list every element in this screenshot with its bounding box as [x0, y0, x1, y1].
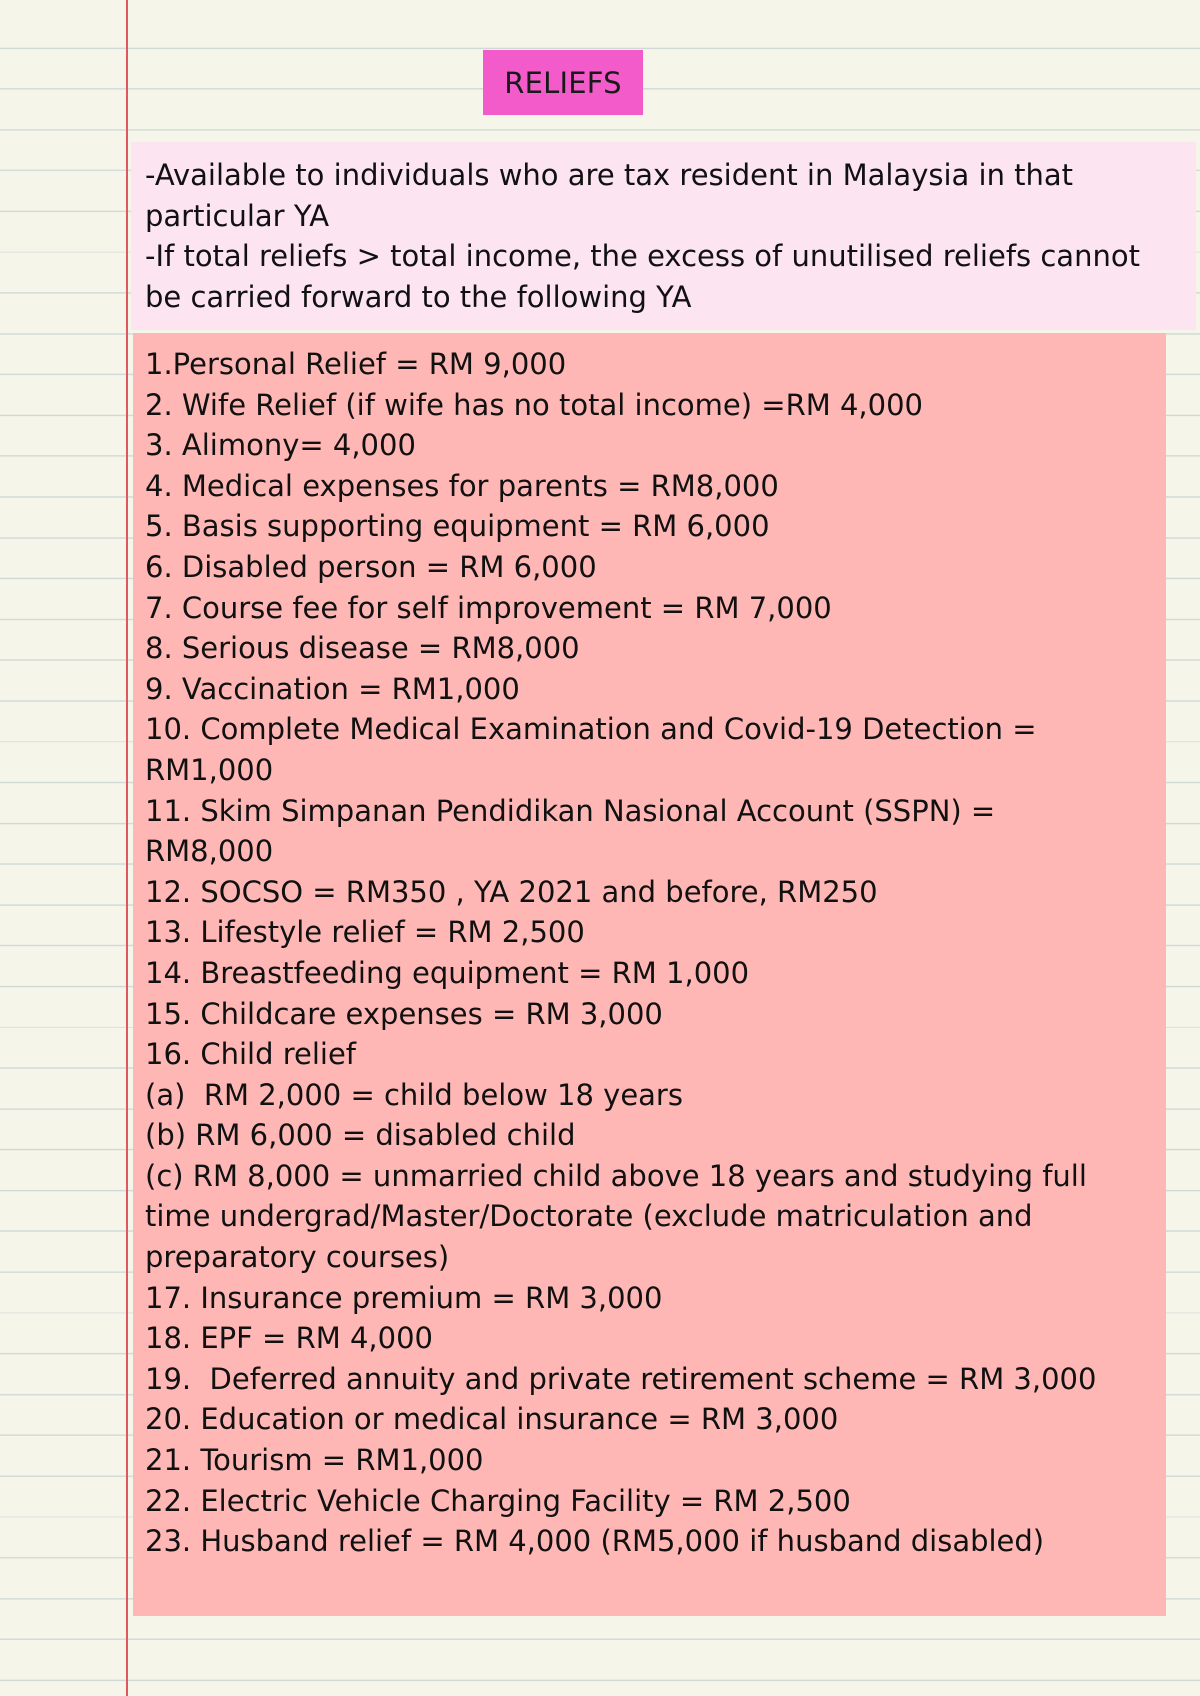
relief-item-supporting-equipment: 5. Basis supporting equipment = RM 6,000 — [145, 509, 770, 544]
relief-item-insurance: 17. Insurance premium = RM 3,000 — [145, 1280, 663, 1315]
relief-item-tourism: 21. Tourism = RM1,000 — [145, 1443, 484, 1478]
relief-item-deferred-annuity: 19. Deferred annuity and private retirement scheme = RM 3,000 — [145, 1361, 1097, 1396]
reliefs-list — [133, 333, 1166, 1616]
child-relief-sub-a: (a) RM 2,000 = child below 18 years — [145, 1077, 683, 1112]
intro-line: be carried forward to the following YA — [145, 279, 692, 314]
relief-item-serious-disease: 8. Serious disease = RM8,000 — [145, 631, 580, 666]
relief-item-medical-exam: 10. Complete Medical Examination and Covid-19 Detection = — [145, 712, 1037, 747]
relief-item-alimony: 3. Alimony= 4,000 — [145, 428, 416, 463]
relief-item-breastfeeding: 14. Breastfeeding equipment = RM 1,000 — [145, 955, 750, 990]
relief-item-sspn: 11. Skim Simpanan Pendidikan Nasional Account (SSPN) = — [145, 793, 996, 828]
relief-item-course-fee: 7. Course fee for self improvement = RM 7,000 — [145, 590, 832, 625]
intro-note — [131, 142, 1196, 330]
relief-item-personal: 1.Personal Relief = RM 9,000 — [145, 347, 567, 381]
relief-item-medical-exam-amount: RM1,000 — [145, 752, 274, 787]
page-title-text: RELIEFS — [504, 65, 622, 100]
child-relief-sub-c-cont: time undergrad/Master/Doctorate (exclude matriculation and — [145, 1199, 1033, 1234]
intro-line: particular YA — [145, 198, 330, 233]
relief-item-vaccination: 9. Vaccination = RM1,000 — [145, 671, 520, 706]
relief-item-education-insurance: 20. Education or medical insurance = RM 3,000 — [145, 1402, 839, 1437]
relief-item-sspn-amount: RM8,000 — [145, 834, 274, 869]
relief-item-disabled-person: 6. Disabled person = RM 6,000 — [145, 549, 597, 584]
relief-item-epf: 18. EPF = RM 4,000 — [145, 1321, 433, 1356]
relief-item-husband: 23. Husband relief = RM 4,000 (RM5,000 if husband disabled) — [145, 1524, 1045, 1559]
relief-item-lifestyle: 13. Lifestyle relief = RM 2,500 — [145, 915, 585, 950]
page-margin-line — [126, 0, 128, 1696]
relief-item-medical-parents: 4. Medical expenses for parents = RM8,000 — [145, 468, 779, 503]
intro-line: -Available to individuals who are tax resident in Malaysia in that — [145, 158, 1074, 192]
page-title — [483, 50, 643, 115]
child-relief-sub-b: (b) RM 6,000 = disabled child — [145, 1118, 576, 1153]
intro-line: -If total reliefs > total income, the excess of unutilised reliefs cannot — [145, 239, 1140, 274]
relief-item-wife: 2. Wife Relief (if wife has no total income) =RM 4,000 — [145, 387, 923, 422]
relief-item-childcare: 15. Childcare expenses = RM 3,000 — [145, 996, 663, 1031]
relief-item-child: 16. Child relief — [145, 1037, 357, 1072]
child-relief-sub-c-cont: preparatory courses) — [145, 1240, 450, 1275]
relief-item-socso: 12. SOCSO = RM350 , YA 2021 and before, RM250 — [145, 874, 878, 909]
relief-item-ev-charging: 22. Electric Vehicle Charging Facility = RM 2,500 — [145, 1483, 851, 1518]
child-relief-sub-c: (c) RM 8,000 = unmarried child above 18 years and studying full — [145, 1158, 1087, 1193]
